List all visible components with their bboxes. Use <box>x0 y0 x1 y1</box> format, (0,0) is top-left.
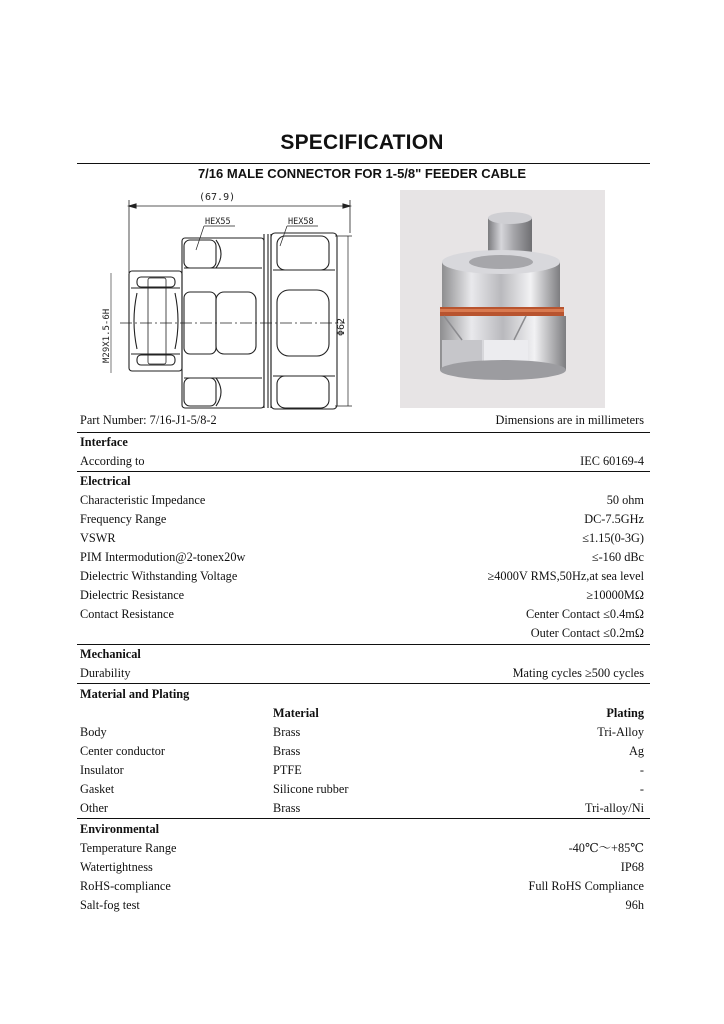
section-heading-interface: Interface <box>80 435 128 449</box>
spec-row: Temperature Range -40℃～+85℃ <box>80 841 644 855</box>
table-row: Gasket Silicone rubber - <box>80 782 644 796</box>
section-heading-environmental: Environmental <box>80 822 160 836</box>
section-heading-mechanical: Mechanical <box>80 647 141 661</box>
table-row: Insulator PTFE - <box>80 763 644 777</box>
spec-row: Dielectric Resistance ≥10000MΩ <box>80 588 644 602</box>
section-heading-material: Material and Plating <box>80 687 190 701</box>
spec-row: RoHS-compliance Full RoHS Compliance <box>80 879 644 893</box>
spec-row: PIM Intermodution@2-tonex20w ≤-160 dBc <box>80 550 644 564</box>
product-subtitle: 7/16 MALE CONNECTOR FOR 1-5/8" FEEDER CABLE <box>197 166 527 181</box>
spec-row: Outer Contact ≤0.2mΩ <box>530 626 644 640</box>
length-dimension-label: (67.9) <box>199 192 236 203</box>
dimensions-note: Dimensions are in millimeters <box>495 413 644 427</box>
hex-right-label: HEX58 <box>288 217 314 227</box>
spec-row: Salt-fog test 96h <box>80 898 644 912</box>
table-row: Other Brass Tri-alloy/Ni <box>80 801 644 815</box>
spec-row: According to IEC 60169-4 <box>80 454 644 468</box>
diameter-label: Φ62 <box>336 317 347 336</box>
section-rule <box>77 818 650 819</box>
thread-label: M29X1.5-6H <box>102 308 112 363</box>
spec-row: VSWR ≤1.15(0-3G) <box>80 531 644 545</box>
connector-technical-drawing <box>80 188 370 416</box>
hex-left-label: HEX55 <box>205 217 231 227</box>
spec-row: Contact Resistance Center Contact ≤0.4mΩ <box>80 607 644 621</box>
table-row: Body Brass Tri-Alloy <box>80 725 644 739</box>
spec-row: Dielectric Withstanding Voltage ≥4000V RMS,50Hz,at sea level <box>80 569 644 583</box>
section-rule <box>77 683 650 684</box>
material-table-header: Material Plating <box>273 706 644 720</box>
spec-row: Watertightness IP68 <box>80 860 644 874</box>
title-rule <box>77 163 650 164</box>
table-row: Center conductor Brass Ag <box>80 744 644 758</box>
page-title: SPECIFICATION <box>280 131 444 154</box>
product-photo <box>400 190 605 408</box>
spec-row: Frequency Range DC-7.5GHz <box>80 512 644 526</box>
section-heading-electrical: Electrical <box>80 474 131 488</box>
spec-row: Durability Mating cycles ≥500 cycles <box>80 666 644 680</box>
spec-row: Characteristic Impedance 50 ohm <box>80 493 644 507</box>
part-number: Part Number: 7/16-J1-5/8-2 <box>80 413 217 427</box>
